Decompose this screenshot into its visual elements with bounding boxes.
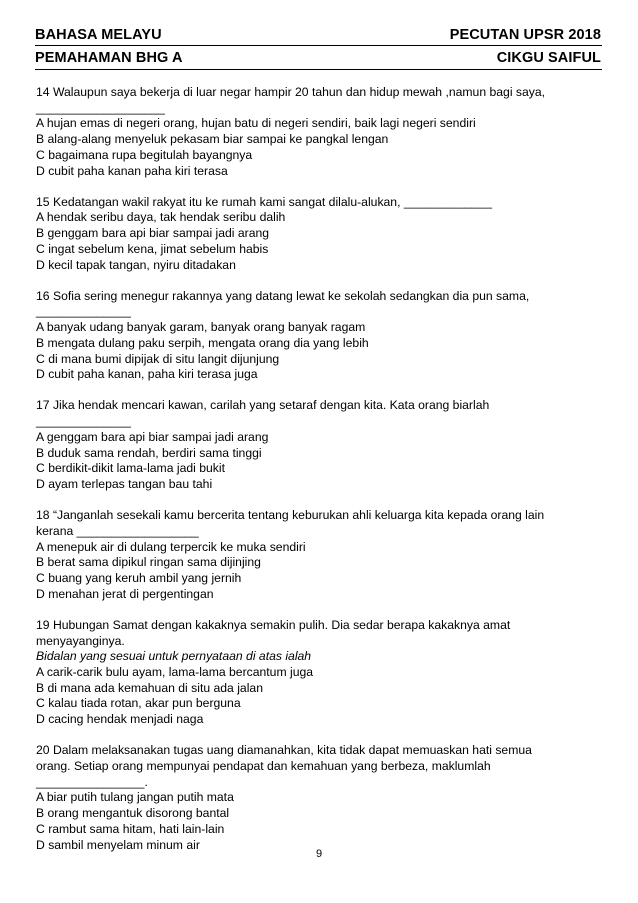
question-block [36,85,602,179]
question-block [36,398,602,492]
answer-option: B mengata dulang paku serpih, mengata orang dia yang lebih [36,335,369,350]
header-row-1 [35,27,601,43]
question-block [36,508,602,602]
answer-option: C berdikit-dikit lama-lama jadi bukit [36,461,225,476]
question-stem-line: ______________ [36,304,131,319]
header-section: PEMAHAMAN BHG A [35,50,183,66]
answer-option: C ingat sebelum kena, jimat sebelum habis [36,241,269,256]
question-block [36,289,602,383]
answer-option: D menahan jerat di pergentingan [36,586,214,601]
answer-option: B alang-alang menyeluk pekasam biar sampai ke pangkal lengan [36,132,389,147]
page-number: 9 [315,848,323,860]
header-subject: BAHASA MELAYU [35,27,162,43]
answer-option: D ayam terlepas tangan bau tahi [36,476,213,491]
answer-option: A biar putih tulang jangan putih mata [36,790,234,805]
answer-option: A banyak udang banyak garam, banyak orang banyak ragam [36,320,366,335]
answer-option: D sambil menyelam minum air [36,837,200,852]
question-block [36,743,602,853]
question-list [36,85,602,869]
header-rule-2 [35,69,602,70]
answer-option: A genggam bara api biar sampai jadi arang [36,429,269,444]
answer-option: B genggam bara api biar sampai jadi arang [36,226,270,241]
question-stem-line: ______________ [36,414,131,429]
header-rule-1 [35,45,602,46]
answer-option: A carik-carik bulu ayam, lama-lama bercantum juga [36,665,314,679]
question-stem-line: kerana __________________ [36,523,199,538]
question-block [36,195,602,274]
header-author: CIKGU SAIFUL [496,50,601,66]
answer-option: D cubit paha kanan paha kiri terasa [36,163,228,178]
answer-option: D cacing hendak menjadi naga [36,712,204,727]
question-stem-line: 14 Walaupun saya bekerja di luar negar hampir 20 tahun dan hidup mewah ,namun bagi saya, [36,85,546,99]
answer-option: B berat sama dipikul ringan sama dijinjing [36,555,261,570]
header-title: PECUTAN UPSR 2018 [449,27,601,43]
question-stem-line: 20 Dalam melaksanakan tugas uang diamanahkan, kita tidak dapat memuaskan hati semua [36,743,532,758]
question-stem-line: 15 Kedatangan wakil rakyat itu ke rumah kami sangat dilalu-alukan, _____________ [36,194,492,209]
answer-option: A hendak seribu daya, tak hendak seribu dalih [36,210,286,225]
header-row-2 [35,50,601,66]
question-stem-line: menyayanginya. [36,633,125,648]
answer-option: D kecil tapak tangan, nyiru ditadakan [36,257,236,272]
answer-option: C kalau tiada rotan, akar pun berguna [36,696,241,711]
answer-option: A menepuk air di dulang terpercik ke muka sendiri [36,539,306,554]
question-block [36,618,602,728]
question-stem-line: ___________________ [36,100,165,115]
question-stem-line: ________________. [36,774,148,789]
answer-option: C bagaimana rupa begitulah bayangnya [36,147,253,162]
answer-option: B duduk sama rendah, berdiri sama tinggi [36,445,262,460]
question-stem-line: 18 “Janganlah sesekali kamu bercerita tentang keburukan ahli keluarga kita kepada orang lain [36,508,545,523]
answer-option: C rambut sama hitam, hati lain-lain [36,821,225,836]
answer-option: C di mana bumi dipijak di situ langit dijunjung [36,351,280,366]
question-note: Bidalan yang sesuai untuk pernyataan di atas ialah [36,649,312,664]
question-stem-line: 16 Sofia sering menegur rakannya yang datang lewat ke sekolah sedangkan dia pun sama, [36,288,530,303]
answer-option: C buang yang keruh ambil yang jernih [36,570,242,585]
answer-option: B di mana ada kemahuan di situ ada jalan [36,680,263,695]
answer-option: A hujan emas di negeri orang, hujan batu di negeri sendiri, baik lagi negeri sendiri [36,116,476,131]
question-stem-line: 19 Hubungan Samat dengan kakaknya semakin pulih. Dia sedar berapa kakaknya amat [36,617,511,632]
answer-option: D cubit paha kanan, paha kiri terasa juga [36,367,258,382]
question-stem-line: orang. Setiap orang mempunyai pendapat dan kemahuan yang berbeza, maklumlah [36,759,491,774]
answer-option: B orang mengantuk disorong bantal [36,806,230,821]
question-stem-line: 17 Jika hendak mencari kawan, carilah yang setaraf dengan kita. Kata orang biarlah [36,398,490,413]
